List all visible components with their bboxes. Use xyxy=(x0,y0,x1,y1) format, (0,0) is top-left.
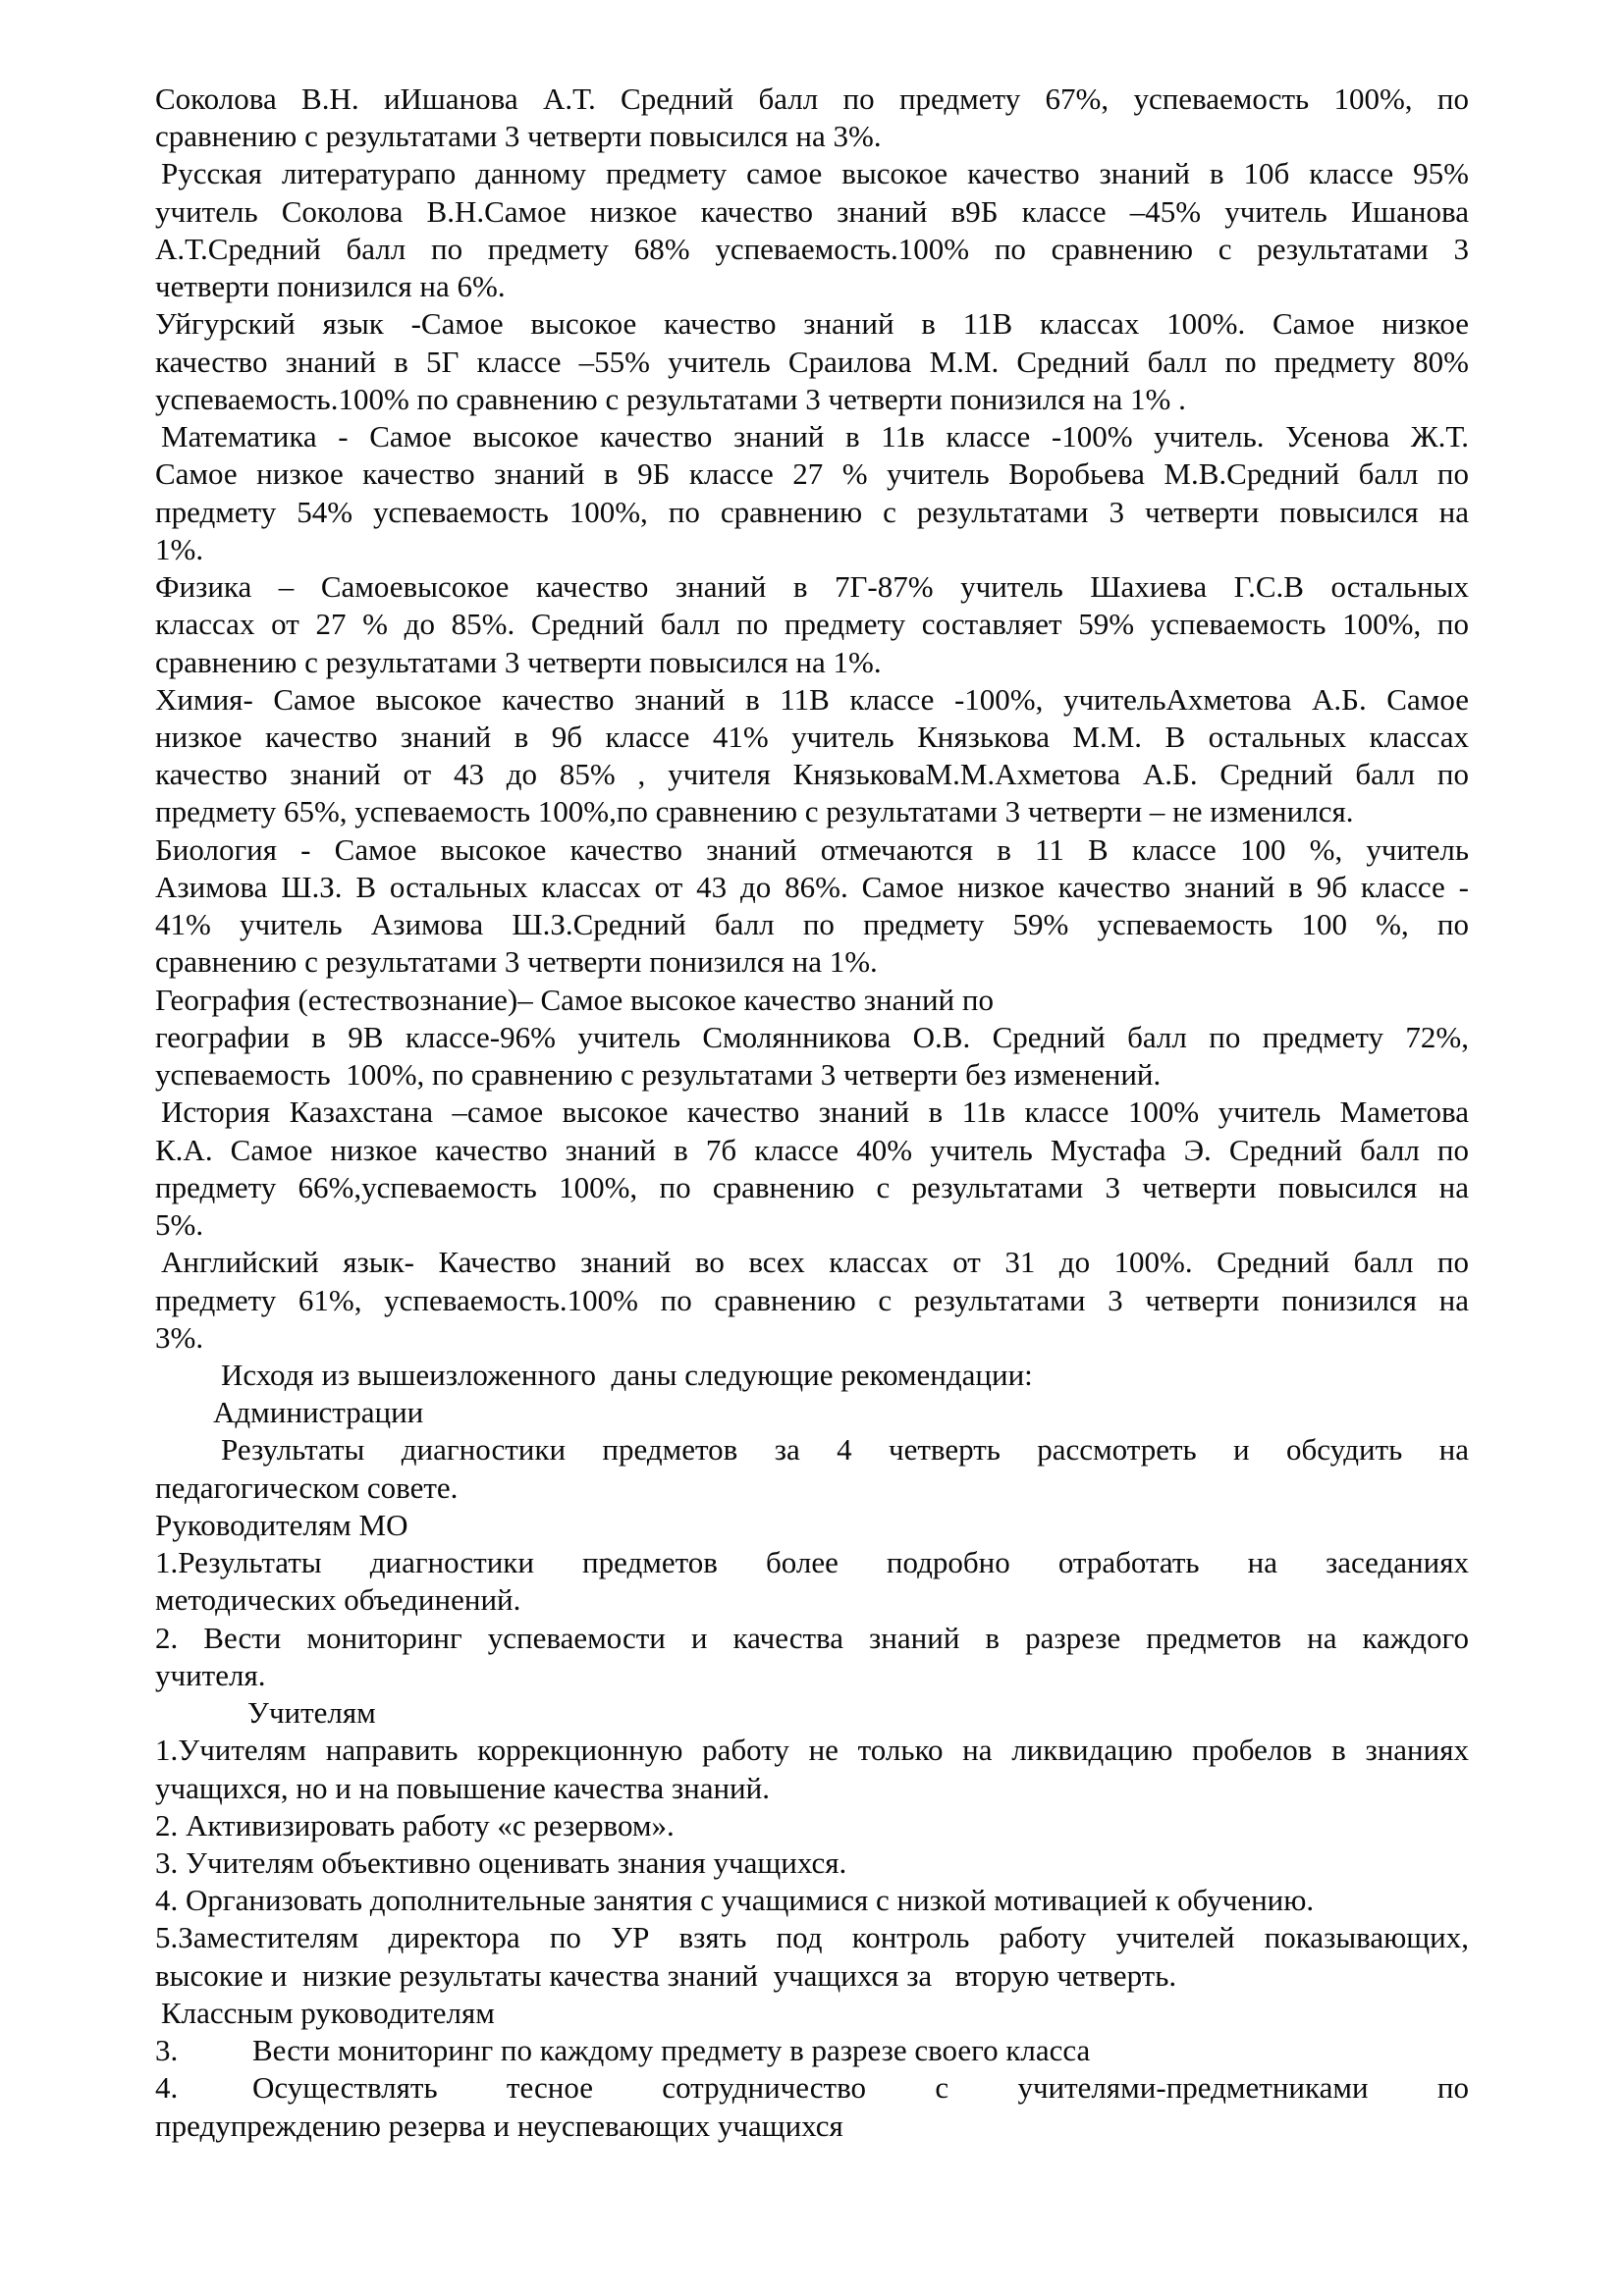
text-line: Руководителям МО xyxy=(155,1507,408,1542)
list-item xyxy=(155,2069,1469,2107)
text-line: низкое качество знаний в 9б классе 41% учитель Князькова М.М. В остальных классах xyxy=(155,719,1469,754)
document-body xyxy=(155,80,1469,2145)
text-line: Исходя из вышеизложенного даны следующие рекомендации: xyxy=(221,1357,1033,1392)
text-line: А.Т.Средний балл по предмету 68% успеваемость.100% по сравнению с результатами 3 xyxy=(155,231,1469,266)
text-line: учитель Соколова В.Н.Самое низкое качество знаний в9Б классе –45% учитель Ишанова xyxy=(155,193,1469,229)
text-line: Учителям xyxy=(247,1695,376,1731)
text-line: Соколова В.Н. иИшанова А.Т. Средний балл по предмету 67%, успеваемость 100%, по xyxy=(155,81,1469,116)
text-line: Уйгурский язык -Самое высокое качество знаний в 11В классах 100%. Самое низкое xyxy=(155,306,1469,342)
text-line: Английский язык- Качество знаний во всех классах от 31 до 100%. Средний балл по xyxy=(161,1245,1469,1280)
text-line: успеваемость.100% по сравнению с результатами 3 четверти понизился на 1% . xyxy=(155,381,1186,416)
text-line: Результаты диагностики предметов за 4 четверть рассмотреть и обсудить на xyxy=(221,1432,1469,1468)
text-line: История Казахстана –самое высокое качество знаний в 11в классе 100% учитель Маметова xyxy=(161,1095,1469,1130)
text-line: К.А. Самое низкое качество знаний в 7б классе 40% учитель Мустафа Э. Средний балл по xyxy=(155,1132,1469,1167)
text-line: географии в 9В классе-96% учитель Смолянникова О.В. Средний балл по предмету 72%, xyxy=(155,1019,1469,1054)
text-line: 1.Учителям направить коррекционную работу не только на ликвидацию пробелов в знаниях xyxy=(155,1733,1469,1768)
text-line: Математика - Самое высокое качество знаний в 11в классе -100% учитель. Усенова Ж.Т. xyxy=(161,419,1469,454)
text-line: предупреждению резерва и неуспевающих учащихся xyxy=(155,2108,843,2143)
list-item-text: Вести мониторинг по каждому предмету в разрезе своего класса xyxy=(252,2033,1091,2068)
text-line: 1.Результаты диагностики предметов более подробно отработать на заседаниях xyxy=(155,1545,1469,1580)
text-line: качество знаний в 5Г классе –55% учитель Сраилова М.М. Средний балл по предмету 80% xyxy=(155,344,1469,379)
text-line: 3%. xyxy=(155,1319,204,1355)
text-line: Азимова Ш.З. В остальных классах от 43 до 86%. Самое низкое качество знаний в 9б классе - xyxy=(155,869,1469,904)
text-line: 41% учитель Азимова Ш.З.Средний балл по предмету 59% успеваемость 100 %, по xyxy=(155,907,1469,942)
text-line: 5%. xyxy=(155,1207,204,1243)
text-line: качество знаний от 43 до 85% , учителя КнязьковаМ.М.Ахметова А.Б. Средний балл по xyxy=(155,757,1469,792)
list-item-text: Осуществлять тесное сотрудничество с учителями-предметниками по xyxy=(252,2070,1469,2106)
text-line: Физика – Самоевысокое качество знаний в 7Г-87% учитель Шахиева Г.С.В остальных xyxy=(155,569,1469,605)
text-line: сравнению с результатами 3 четверти повысился на 3%. xyxy=(155,119,882,154)
text-line: Химия- Самое высокое качество знаний в 11В классе -100%, учительАхметова А.Б. Самое xyxy=(155,681,1469,717)
text-line: высокие и низкие результаты качества знаний учащихся за вторую четверть. xyxy=(155,1957,1177,1993)
text-line: методических объединений. xyxy=(155,1582,521,1618)
text-line: Биология - Самое высокое качество знаний отмечаются в 11 В классе 100 %, учитель xyxy=(155,831,1469,867)
text-line: Классным руководителям xyxy=(161,1995,495,2030)
text-line: учителя. xyxy=(155,1657,266,1692)
text-line: 5.Заместителям директора по УР взять под контроль работу учителей показывающих, xyxy=(155,1920,1469,1955)
list-item xyxy=(155,2032,1469,2069)
text-line: четверти понизился на 6%. xyxy=(155,269,506,304)
text-line: предмету 66%,успеваемость 100%, по сравнению с результатами 3 четверти повысился на xyxy=(155,1169,1469,1204)
text-line: 4. Организовать дополнительные занятия с учащимися с низкой мотивацией к обучению. xyxy=(155,1883,1315,1918)
text-line: 2. Вести мониторинг успеваемости и качества знаний в разрезе предметов на каждого xyxy=(155,1620,1469,1655)
text-line: предмету 65%, успеваемость 100%,по сравнению с результатами 3 четверти – не изменился. xyxy=(155,794,1354,829)
text-line: Администрации xyxy=(213,1395,424,1430)
text-line: сравнению с результатами 3 четверти понизился на 1%. xyxy=(155,944,878,980)
text-line: 3. Учителям объективно оценивать знания учащихся. xyxy=(155,1845,847,1881)
text-line: сравнению с результатами 3 четверти повысился на 1%. xyxy=(155,644,882,679)
text-line: предмету 54% успеваемость 100%, по сравнению с результатами 3 четверти повысился на xyxy=(155,494,1469,529)
text-line: учащихся, но и на повышение качества знаний. xyxy=(155,1770,770,1805)
text-line: 1%. xyxy=(155,531,204,566)
text-line: Русская литературапо данному предмету самое высокое качество знаний в 10б классе 95% xyxy=(161,156,1469,191)
text-line: География (естествознание)– Самое высокое качество знаний по xyxy=(155,982,994,1017)
list-item-number: 4. xyxy=(155,2070,179,2106)
text-line: классах от 27 % до 85%. Средний балл по предмету составляет 59% успеваемость 100%, по xyxy=(155,607,1469,642)
text-line: педагогическом совете. xyxy=(155,1469,459,1505)
text-line: 2. Активизировать работу «с резервом». xyxy=(155,1807,675,1842)
text-line: предмету 61%, успеваемость.100% по сравнению с результатами 3 четверти понизился на xyxy=(155,1282,1469,1317)
list-item-number: 3. xyxy=(155,2033,179,2068)
text-line: успеваемость 100%, по сравнению с результатами 3 четверти без изменений. xyxy=(155,1057,1162,1093)
text-line: Самое низкое качество знаний в 9Б классе 27 % учитель Воробьева М.В.Средний балл по xyxy=(155,456,1469,492)
